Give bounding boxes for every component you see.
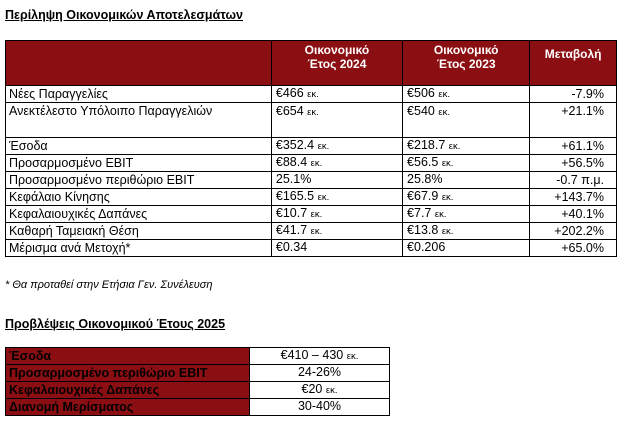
value-2024-amount: €352.4: [275, 138, 315, 152]
outlook-label: Κεφαλαιουχικές Δαπάνες: [6, 382, 250, 399]
value-2024: [271, 223, 402, 240]
value-2023: [403, 86, 530, 103]
outlook-value-amount: 30-40%: [297, 399, 342, 413]
value-2023-amount: €0.206: [407, 240, 446, 254]
value-2023: [403, 172, 530, 189]
value-2024-amount: €466: [275, 86, 304, 100]
value-2023: [403, 189, 530, 206]
outlook-value: [250, 365, 390, 382]
value-change: +65.0%: [530, 240, 617, 257]
row-label: Νέες Παραγγελίες: [6, 86, 272, 103]
value-2023-unit: εκ.: [438, 89, 450, 100]
value-2024-amount: €654: [275, 104, 304, 118]
value-2024: [271, 206, 402, 223]
table-row: [6, 399, 390, 416]
value-2023: [403, 138, 530, 155]
row-label: Προσαρμοσμένο EBIT: [6, 155, 272, 172]
value-change: -7.9%: [530, 86, 617, 103]
value-2023-unit: εκ.: [441, 226, 454, 237]
table-row: [6, 223, 617, 240]
header-blank: [6, 41, 272, 86]
row-label: Έσοδα: [6, 138, 272, 155]
footnote: * Θα προταθεί στην Ετήσια Γεν. Συνέλευση: [5, 279, 213, 291]
table-row: [6, 103, 617, 138]
row-label: Προσαρμοσμένο περιθώριο EBIT: [6, 172, 272, 189]
outlook-value: [250, 382, 390, 399]
value-2024-unit: εκ.: [317, 141, 330, 152]
outlook-value-unit: εκ.: [346, 351, 359, 362]
table-row: [6, 365, 390, 382]
outlook-value-amount: €20: [301, 382, 323, 396]
value-2023: [403, 240, 530, 257]
table-row: [6, 206, 617, 223]
outlook-label: Προσαρμοσμένο περιθώριο EBIT: [6, 365, 250, 382]
header-fy2024-line2: Έτος 2024: [307, 57, 367, 71]
table-row: [6, 86, 617, 103]
summary-title: Περίληψη Οικονομικών Αποτελεσμάτων: [5, 8, 244, 22]
value-2023-unit: εκ.: [434, 209, 447, 220]
outlook-label: Έσοδα: [6, 348, 250, 365]
value-change: +202.2%: [530, 223, 617, 240]
row-label: Κεφαλαιουχικές Δαπάνες: [6, 206, 272, 223]
value-2024: [271, 103, 402, 138]
row-label: Καθαρή Ταμειακή Θέση: [6, 223, 272, 240]
value-2024-unit: εκ.: [310, 158, 323, 169]
value-2023-amount: €67.9: [407, 189, 439, 203]
value-2024-amount: €88.4: [275, 155, 308, 169]
value-2024: [271, 86, 402, 103]
table-row: [6, 138, 617, 155]
value-2023-unit: εκ.: [448, 141, 461, 152]
outlook-value-amount: €410 – 430: [280, 348, 344, 362]
value-2024-unit: εκ.: [317, 192, 330, 203]
header-fy2023-line1: Οικονομικό: [433, 43, 499, 57]
value-2023-amount: €218.7: [407, 138, 446, 152]
header-fy2024-line1: Οικονομικό: [304, 43, 370, 57]
value-2023-unit: εκ.: [438, 107, 450, 118]
outlook-value-amount: 24-26%: [297, 365, 342, 379]
value-change: +61.1%: [530, 138, 617, 155]
table-row: [6, 240, 617, 257]
value-2024: [271, 240, 402, 257]
value-2024-amount: €165.5: [275, 189, 315, 203]
row-label: Ανεκτέλεστο Υπόλοιπο Παραγγελιών: [6, 103, 272, 138]
outlook-value: [250, 348, 390, 365]
value-2024-amount: 25.1%: [275, 172, 312, 186]
value-2023-amount: 25.8%: [407, 172, 443, 186]
value-2023: [403, 103, 530, 138]
outlook-value: [250, 399, 390, 416]
header-fy2024: [271, 41, 402, 86]
value-2023-unit: εκ.: [441, 158, 454, 169]
value-2023-amount: €13.8: [407, 223, 439, 237]
value-change: +56.5%: [530, 155, 617, 172]
value-2024: [271, 155, 402, 172]
value-2024-unit: εκ.: [310, 226, 323, 237]
value-2023-amount: €7.7: [407, 206, 432, 220]
row-label: Κεφάλαιο Κίνησης: [6, 189, 272, 206]
table-row: [6, 155, 617, 172]
results-header-row: [6, 41, 617, 86]
value-change: +21.1%: [530, 103, 617, 138]
outlook-value-unit: εκ.: [325, 385, 338, 396]
value-change: +143.7%: [530, 189, 617, 206]
outlook-label: Διανομή Μερίσματος: [6, 399, 250, 416]
value-2023-unit: εκ.: [441, 192, 454, 203]
header-fy2023: [403, 41, 530, 86]
value-2023: [403, 155, 530, 172]
outlook-table: [5, 347, 390, 416]
value-2024-unit: εκ.: [310, 209, 323, 220]
header-change: Μεταβολή: [530, 41, 617, 86]
value-2024-amount: €41.7: [275, 223, 308, 237]
table-row: [6, 172, 617, 189]
table-row: [6, 348, 390, 365]
value-change: +40.1%: [530, 206, 617, 223]
header-fy2023-line2: Έτος 2023: [436, 57, 496, 71]
value-2023-amount: €56.5: [407, 155, 439, 169]
value-2024: [271, 189, 402, 206]
table-row: [6, 189, 617, 206]
row-label: Μέρισμα ανά Μετοχή*: [6, 240, 272, 257]
value-2024-amount: €10.7: [275, 206, 308, 220]
value-2024: [271, 172, 402, 189]
value-2023-amount: €540: [407, 104, 435, 118]
table-row: [6, 382, 390, 399]
value-2023: [403, 206, 530, 223]
value-2023-amount: €506: [407, 86, 435, 100]
value-2023: [403, 223, 530, 240]
value-change: -0.7 π.μ.: [530, 172, 617, 189]
results-table: [5, 40, 617, 257]
value-2024-amount: €0.34: [275, 240, 308, 254]
value-2024: [271, 138, 402, 155]
value-2024-unit: εκ.: [307, 107, 319, 118]
outlook-title: Προβλέψεις Οικονομικού Έτους 2025: [5, 317, 226, 331]
value-2024-unit: εκ.: [307, 89, 319, 100]
